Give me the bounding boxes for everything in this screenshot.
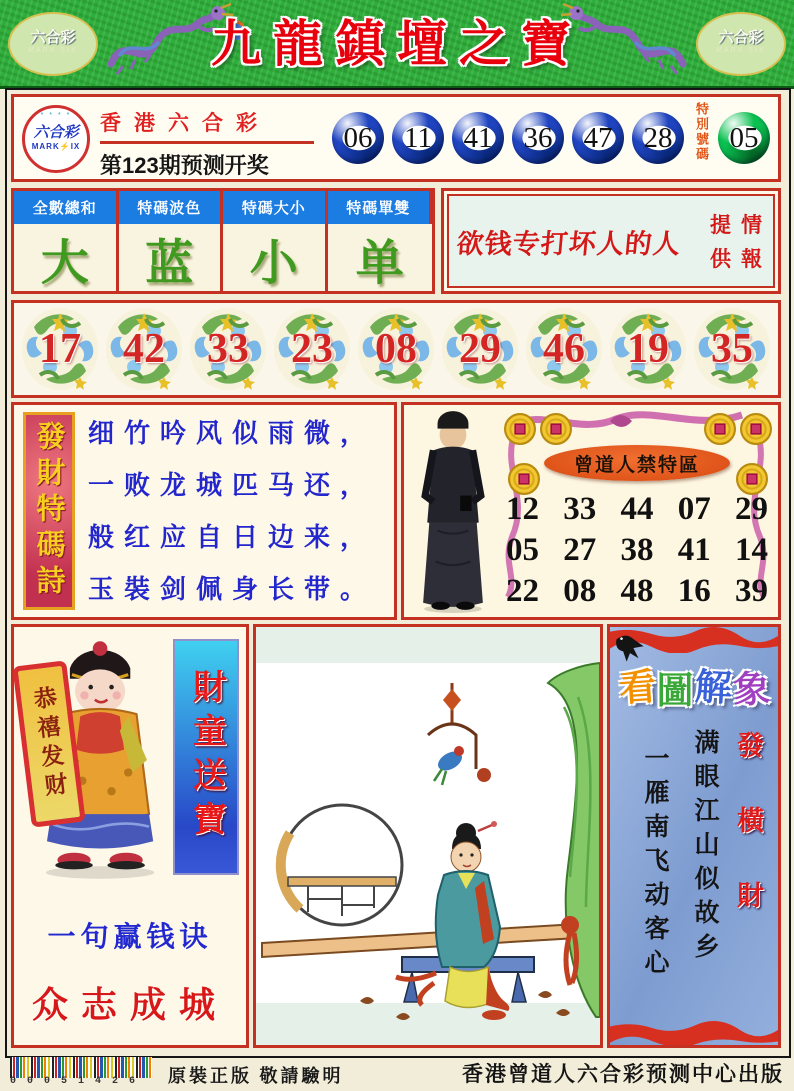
lottery-ball: 47 [572,112,624,164]
draw-title: 第123期预测开奖 [100,153,269,178]
lottery-ball: 41 [452,112,504,164]
lightning-icon: ⚡ [59,142,71,151]
column-value: 大 [14,224,119,293]
mark-six-logo: 六合彩 MARK SIX [696,12,786,76]
lucky-numbers-row [11,300,781,398]
scene-box [253,624,603,1048]
column-header: 全數總和 [14,191,119,224]
poem-box [11,402,397,620]
coin-icon [504,413,536,445]
column-header: 特碼波色 [119,191,224,224]
forbidden-zone-box [401,402,781,620]
draw-titles [100,107,328,180]
fortune-panel: 財童送寶 [173,639,239,875]
poem-line: 玉裝剑佩身长带。 [88,575,377,604]
dragon-medallion-icon: 46 [524,307,604,391]
scene-illustration [256,627,600,1045]
fortune-scroll: 恭禧发财 [12,660,85,827]
winning-phrase: 众志成城 [31,985,228,1025]
barcode-digits: 00051426 [10,1076,147,1087]
lottery-ball: 36 [512,112,564,164]
column-value: 小 [223,224,328,293]
riddle-column-left: 一雁南飞动客心 [641,745,668,983]
draw-result-row [11,94,781,182]
fortune-boy-box [11,624,249,1048]
tip-text: 欲钱专打坏人的人 [455,228,683,259]
column-header: 特碼大小 [223,191,328,224]
poem-line: 细竹吟风似雨微， [88,419,377,448]
dragon-medallion-icon: 33 [188,307,268,391]
publisher-note: 香港曾道人六合彩预测中心出版 [462,1062,784,1086]
page-title: 九龍鎮壇之寶 [211,16,583,72]
divider [100,141,314,144]
poem-banner: 發財特碼詩 [23,412,75,610]
region-title: 香港六合彩 [100,112,270,135]
forbidden-zone-numbers [506,489,768,612]
riddle-title: 看 圖 解 象 [617,666,771,712]
riddle-box [607,624,781,1048]
tip-box [441,188,781,294]
dragon-medallion-icon: 23 [272,307,352,391]
forbidden-zone-title: 曾道人禁特區 [544,445,730,481]
lottery-ball: 28 [632,112,684,164]
number-row: 12 33 44 07 29 [506,491,768,527]
master-figure [406,407,500,613]
rough-stripe [608,1019,781,1045]
number-row: 22 08 48 16 39 [506,573,768,609]
barcode [10,1057,152,1078]
special-lottery-ball: 05 [718,112,770,164]
dragon-medallion-icon: 17 [20,307,100,391]
poem-lines [88,408,390,616]
riddle-side-text: 發橫財 [733,731,763,956]
dragon-medallion-icon: 35 [692,307,772,391]
logo-text: 六合彩 [30,29,76,46]
column-value: 蓝 [119,224,224,293]
poem-line: 般红应自日边来， [88,523,377,552]
dragon-medallion-icon: 42 [104,307,184,391]
dragon-medallion-icon: 19 [608,307,688,391]
authenticity-note: 原裝正版 敬請驗明 [168,1066,344,1086]
dragon-medallion-icon: 08 [356,307,436,391]
lottery-ball: 06 [332,112,384,164]
riddle-column-right: 满眼江山似故乡 [691,729,718,967]
poem-line: 一败龙城匹马还， [88,471,377,500]
logo-subtext: MARK SIX [28,47,78,54]
winning-phrase-label: 一句赢钱诀 [47,922,213,953]
ball-row [332,97,774,179]
dragon-medallion-icon: 29 [440,307,520,391]
attribute-table [11,188,435,294]
stars-decoration: * * * * [40,112,72,119]
mark-six-round-logo: * * * * 六合彩 MARK⚡IX [22,105,90,173]
content-frame [5,88,791,1058]
top-banner [0,0,794,89]
coin-icon [740,413,772,445]
lottery-ball: 11 [392,112,444,164]
footer [0,1056,794,1091]
special-number-label: 特別號碼 [694,102,709,162]
column-value: 单 [355,237,404,290]
number-row: 05 27 38 41 14 [506,532,768,568]
coin-icon [540,413,572,445]
tip-side-label: 提 情 供 報 [710,213,762,271]
coin-icon [704,413,736,445]
column-header: 特碼單雙 [328,191,433,224]
